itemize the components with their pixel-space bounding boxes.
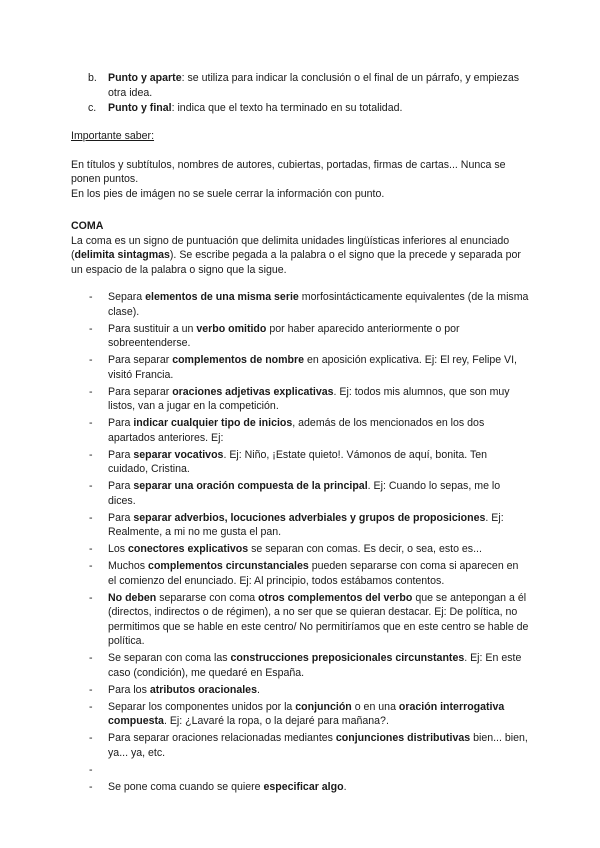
coma-intro [71,234,531,278]
dash-bullet: - [89,780,93,793]
rule-bold: oraciones adjetivas explicativas [172,385,334,398]
intro-bold: delimita sintagmas [74,249,170,261]
rule-bold: separar una oración compuesta de la principal [133,480,368,492]
rule-text: Separar los componentes unidos por la [108,700,296,713]
rule-text: o en una [351,700,399,713]
rule-text: Para sustituir a un [108,322,197,335]
rule-item [89,290,529,319]
rule-item [89,700,529,729]
rule-item [89,683,529,698]
rule-text: Para [108,417,134,429]
rule-text: . Ej: Realmente, a mi no me gusta el pan. [108,511,504,538]
rule-text: Para separar [108,385,173,398]
rule-text: Para [108,448,134,461]
term-bold: Punto y final [108,102,172,114]
rule-bold: indicar cualquier tipo de inicios [133,417,293,429]
term-description: : se utiliza para indicar la conclusión o el final de un párrafo, y empiezas otra idea. [108,72,520,99]
rule-text: . Ej: Niño, ¡Estate quieto!. Vámonos de aquí, bonita. Ten cuidado, Cristina. [108,448,488,475]
rule-text: por haber aparecido anteriormente o por sobreentenderse. [108,322,460,349]
rule-text: . [256,683,260,696]
rule-item [89,542,529,557]
dash-bullet: - [89,385,93,398]
rule-text: . [343,780,347,793]
rule-bold: separar vocativos [133,448,224,461]
list-item [88,71,528,100]
dash-bullet: - [89,560,93,572]
dash-bullet: - [89,417,93,429]
rule-item-empty [89,763,529,778]
rule-bold: complementos circunstanciales [148,560,309,572]
list-marker: b. [88,72,97,84]
rule-text: . Ej: ¿Lavaré la ropa, o la dejaré para mañana?. [163,715,389,727]
dash-bullet: - [89,291,93,303]
rule-text: morfosintácticamente equivalentes (de la misma clase). [108,291,529,318]
dash-bullet: - [89,763,93,776]
dash-bullet: - [89,652,93,664]
important-paragraph-1: En títulos y subtítulos, nombres de autores, cubiertas, portadas, firmas de cartas... Nunca se ponen puntos. [71,158,506,185]
rule-bold: conjunciones distributivas [335,732,471,744]
rule-item [89,353,529,382]
rule-text: , además de los mencionados en los dos apartados anteriores. Ej: [108,417,485,444]
term-bold: Punto y aparte [108,72,182,84]
spacer [71,144,531,158]
rule-bold: verbo omitido [196,322,267,335]
dash-bullet: - [89,700,93,713]
intro-text-end: ). Se escribe pegada a la palabra o el signo que la precede y separada por un espacio de la palabra o signo que la sigue. [71,249,521,276]
rule-bold: especificar algo [263,780,344,793]
rule-text: Para separar oraciones relacionadas mediantes [108,732,336,744]
rule-text: Separa [108,291,146,303]
dash-bullet: - [89,511,93,524]
rule-bold: construcciones preposicionales circunstantes [230,652,465,664]
list-marker: c. [88,102,97,114]
rule-bold: No deben [108,591,157,604]
coma-rules-list [89,290,529,797]
rule-item [89,731,529,760]
rule-bold: conectores explicativos [128,543,249,555]
rule-text: Se separan con coma las [108,652,231,664]
rule-item [89,591,529,649]
dash-bullet: - [89,591,93,604]
intro-text: La coma es un signo de puntuación que delimita unidades lingüísticas inferiores al enunciado ( [71,234,510,261]
rule-text: que se antepongan a él (directos, indirectos o de régimen), a no ser que se quieran destacar. Ej: De política, no permitimos que se hable en este centro/ No permitiríamos que en este centro se hable de política. [108,591,529,647]
rule-item [89,385,529,414]
rule-bold: conjunción [295,700,352,713]
dash-bullet: - [89,732,93,744]
rule-text: se separan con comas. Es decir, o sea, esto es... [248,543,482,555]
rule-text: . Ej: Cuando lo sepas, me lo dices. [108,480,501,507]
dash-bullet: - [89,448,93,461]
rule-item [89,511,529,540]
rule-text: . Ej: En este caso (condición), me quedaré en España. [108,652,522,679]
dash-bullet: - [89,683,93,696]
coma-section [71,219,531,277]
dash-bullet: - [89,543,93,555]
rule-text: . Ej: todos mis alumnos, que son muy listos, van a jugar en la competición. [108,385,510,412]
rule-text: en aposición explicativa. Ej: El rey, Felipe VI, visitó Francia. [108,354,518,381]
dash-bullet: - [89,322,93,335]
rule-item [89,322,529,351]
rule-text: pueden separarse con coma si aparecen en el comienzo del enunciado. Ej: Al principio, todos estábamos contentos. [108,560,519,587]
important-title: Importante saber: [71,130,155,142]
ordered-list [88,71,528,117]
rule-bold: otros complementos del verbo [258,591,413,604]
rule-item [89,559,529,588]
rule-text: separarse con coma [156,591,259,604]
rule-text: Para los [108,683,150,696]
rule-item [89,448,529,477]
rule-text: Para [108,511,134,524]
rule-item [89,479,529,508]
rule-text: bien... bien, ya... ya, etc. [108,732,528,759]
term-description: : indica que el texto ha terminado en su totalidad. [171,102,403,114]
rule-text: Para [108,480,134,492]
rule-item [89,416,529,445]
rule-bold: oración interrogativa compuesta [108,700,505,727]
rule-bold: complementos de nombre [172,354,305,366]
rule-text: Para separar [108,354,173,366]
rule-text: Se pone coma cuando se quiere [108,780,264,793]
dash-bullet: - [89,354,93,366]
rule-bold: elementos de una misma serie [145,291,299,303]
dash-bullet: - [89,480,93,492]
rule-text: Muchos [108,560,149,572]
rule-item [89,780,529,795]
rule-bold: separar adverbios, locuciones adverbiales y grupos de proposiciones [133,511,486,524]
list-item [88,101,528,116]
section-heading: COMA [71,220,104,232]
rule-bold: atributos oracionales [149,683,257,696]
important-section [71,129,531,201]
important-paragraph-2: En los pies de imágen no se suele cerrar la información con punto. [71,187,385,200]
rule-text: Los [108,543,129,555]
rule-item [89,651,529,680]
